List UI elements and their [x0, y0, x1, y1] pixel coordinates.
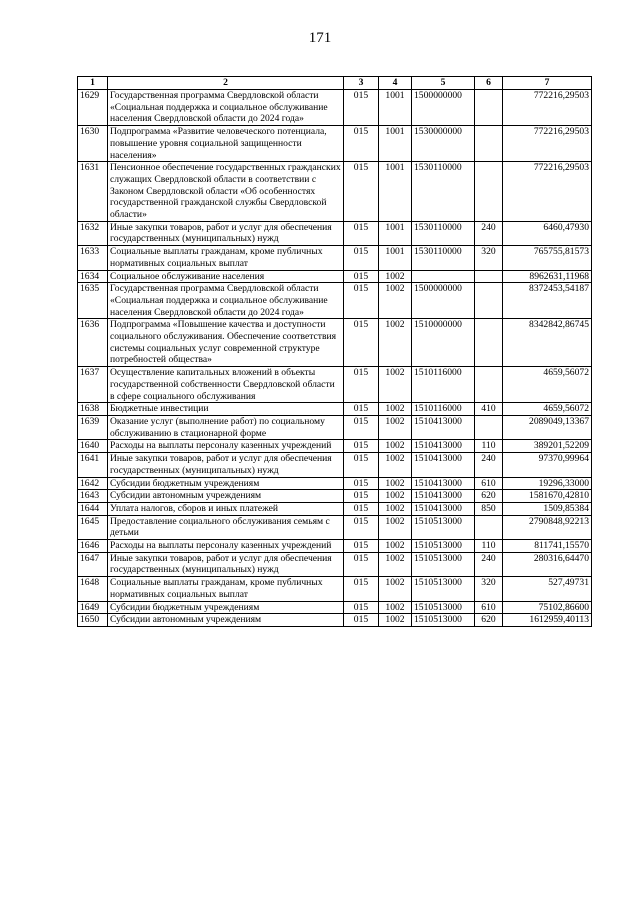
- header-col-2: 2: [108, 77, 344, 90]
- target-article-code-cell: 1510413000: [412, 415, 475, 439]
- expense-type-code-cell: 320: [475, 577, 503, 601]
- target-article-code-cell: 1510413000: [412, 502, 475, 515]
- section-code-cell: 1002: [379, 515, 412, 539]
- section-code-cell: 1002: [379, 283, 412, 319]
- item-name-cell: Социальное обслуживание населения: [108, 270, 344, 283]
- target-article-code-cell: 1510000000: [412, 319, 475, 367]
- section-code-cell: 1002: [379, 540, 412, 553]
- table-row: [78, 614, 592, 627]
- item-name-cell: Предоставление социального обслуживания семьям с детьми: [108, 515, 344, 539]
- table-row: [78, 367, 592, 403]
- section-code-cell: 1002: [379, 614, 412, 627]
- ministry-code-cell: 015: [344, 283, 379, 319]
- row-number-cell: 1638: [78, 403, 108, 416]
- ministry-code-cell: 015: [344, 367, 379, 403]
- item-name-cell: Расходы на выплаты персоналу казенных учреждений: [108, 540, 344, 553]
- target-article-code-cell: 1510413000: [412, 477, 475, 490]
- table-row: [78, 162, 592, 222]
- ministry-code-cell: 015: [344, 221, 379, 245]
- item-name-cell: Оказание услуг (выполнение работ) по социальному обслуживанию в стационарной форме: [108, 415, 344, 439]
- section-code-cell: 1001: [379, 162, 412, 222]
- section-code-cell: 1002: [379, 319, 412, 367]
- ministry-code-cell: 015: [344, 440, 379, 453]
- amount-cell: 811741,15570: [503, 540, 592, 553]
- section-code-cell: 1002: [379, 453, 412, 477]
- page-number: 171: [308, 30, 332, 46]
- expense-type-code-cell: [475, 90, 503, 126]
- header-col-6: 6: [475, 77, 503, 90]
- ministry-code-cell: 015: [344, 490, 379, 503]
- amount-cell: 1509,85384: [503, 502, 592, 515]
- item-name-cell: Расходы на выплаты персоналу казенных учреждений: [108, 440, 344, 453]
- table-row: [78, 270, 592, 283]
- amount-cell: 280316,64470: [503, 552, 592, 576]
- target-article-code-cell: 1530110000: [412, 162, 475, 222]
- target-article-code-cell: 1510413000: [412, 453, 475, 477]
- ministry-code-cell: 015: [344, 453, 379, 477]
- expense-type-code-cell: 410: [475, 403, 503, 416]
- section-code-cell: 1002: [379, 502, 412, 515]
- ministry-code-cell: 015: [344, 552, 379, 576]
- ministry-code-cell: 015: [344, 614, 379, 627]
- row-number-cell: 1642: [78, 477, 108, 490]
- item-name-cell: Уплата налогов, сборов и иных платежей: [108, 502, 344, 515]
- section-code-cell: 1002: [379, 403, 412, 416]
- row-number-cell: 1637: [78, 367, 108, 403]
- amount-cell: 8372453,54187: [503, 283, 592, 319]
- section-code-cell: 1001: [379, 90, 412, 126]
- target-article-code-cell: 1510513000: [412, 515, 475, 539]
- amount-cell: 8342842,86745: [503, 319, 592, 367]
- item-name-cell: Пенсионное обеспечение государственных гражданских служащих Свердловской области в соответствии с Законом Свердловской области «Об особенностях государственной гражданской службы Свердловской области»: [108, 162, 344, 222]
- amount-cell: 765755,81573: [503, 246, 592, 270]
- section-code-cell: 1002: [379, 367, 412, 403]
- expense-type-code-cell: 240: [475, 552, 503, 576]
- table-body: [78, 90, 592, 627]
- section-code-cell: 1002: [379, 577, 412, 601]
- table-row: [78, 246, 592, 270]
- amount-cell: 4659,56072: [503, 367, 592, 403]
- expense-type-code-cell: [475, 283, 503, 319]
- amount-cell: 8962631,11968: [503, 270, 592, 283]
- amount-cell: 6460,47930: [503, 221, 592, 245]
- expense-type-code-cell: 620: [475, 490, 503, 503]
- target-article-code-cell: 1500000000: [412, 90, 475, 126]
- ministry-code-cell: 015: [344, 403, 379, 416]
- section-code-cell: 1002: [379, 440, 412, 453]
- expense-type-code-cell: 610: [475, 601, 503, 614]
- item-name-cell: Субсидии бюджетным учреждениям: [108, 601, 344, 614]
- target-article-code-cell: 1530000000: [412, 126, 475, 162]
- row-number-cell: 1630: [78, 126, 108, 162]
- row-number-cell: 1629: [78, 90, 108, 126]
- row-number-cell: 1633: [78, 246, 108, 270]
- row-number-cell: 1649: [78, 601, 108, 614]
- row-number-cell: 1643: [78, 490, 108, 503]
- target-article-code-cell: 1510116000: [412, 367, 475, 403]
- target-article-code-cell: 1500000000: [412, 283, 475, 319]
- table-row: [78, 477, 592, 490]
- ministry-code-cell: 015: [344, 577, 379, 601]
- item-name-cell: Государственная программа Свердловской области «Социальная поддержка и социальное обслуживание населения Свердловской области до 2024 года»: [108, 90, 344, 126]
- table-row: [78, 283, 592, 319]
- expense-type-code-cell: 110: [475, 540, 503, 553]
- target-article-code-cell: [412, 270, 475, 283]
- row-number-cell: 1647: [78, 552, 108, 576]
- row-number-cell: 1632: [78, 221, 108, 245]
- ministry-code-cell: 015: [344, 415, 379, 439]
- ministry-code-cell: 015: [344, 126, 379, 162]
- amount-cell: 4659,56072: [503, 403, 592, 416]
- target-article-code-cell: 1510513000: [412, 540, 475, 553]
- expense-type-code-cell: 610: [475, 477, 503, 490]
- expense-type-code-cell: [475, 415, 503, 439]
- ministry-code-cell: 015: [344, 246, 379, 270]
- table-row: [78, 453, 592, 477]
- table-row: [78, 601, 592, 614]
- section-code-cell: 1001: [379, 221, 412, 245]
- table-row: [78, 126, 592, 162]
- amount-cell: 772216,29503: [503, 162, 592, 222]
- row-number-cell: 1636: [78, 319, 108, 367]
- header-col-5: 5: [412, 77, 475, 90]
- amount-cell: 2089049,13367: [503, 415, 592, 439]
- item-name-cell: Субсидии автономным учреждениям: [108, 614, 344, 627]
- item-name-cell: Социальные выплаты гражданам, кроме публичных нормативных социальных выплат: [108, 577, 344, 601]
- amount-cell: 1581670,42810: [503, 490, 592, 503]
- expense-type-code-cell: [475, 126, 503, 162]
- table-row: [78, 515, 592, 539]
- amount-cell: 1612959,40113: [503, 614, 592, 627]
- section-code-cell: 1002: [379, 552, 412, 576]
- amount-cell: 75102,86600: [503, 601, 592, 614]
- expense-type-code-cell: 240: [475, 453, 503, 477]
- expense-type-code-cell: [475, 270, 503, 283]
- table-row: [78, 440, 592, 453]
- row-number-cell: 1634: [78, 270, 108, 283]
- ministry-code-cell: 015: [344, 270, 379, 283]
- section-code-cell: 1002: [379, 490, 412, 503]
- item-name-cell: Бюджетные инвестиции: [108, 403, 344, 416]
- expense-type-code-cell: 850: [475, 502, 503, 515]
- table-row: [78, 540, 592, 553]
- expense-type-code-cell: [475, 515, 503, 539]
- table-header-row: [78, 77, 592, 90]
- table-row: [78, 319, 592, 367]
- amount-cell: 389201,52209: [503, 440, 592, 453]
- table-row: [78, 403, 592, 416]
- table-row: [78, 502, 592, 515]
- row-number-cell: 1646: [78, 540, 108, 553]
- amount-cell: 19296,33000: [503, 477, 592, 490]
- ministry-code-cell: 015: [344, 90, 379, 126]
- amount-cell: 2790848,92213: [503, 515, 592, 539]
- target-article-code-cell: 1510513000: [412, 577, 475, 601]
- item-name-cell: Подпрограмма «Повышение качества и доступности социального обслуживания. Обеспечение соответствия системы социальных услуг современной структуре потребностей общества»: [108, 319, 344, 367]
- row-number-cell: 1650: [78, 614, 108, 627]
- item-name-cell: Иные закупки товаров, работ и услуг для обеспечения государственных (муниципальных) нужд: [108, 221, 344, 245]
- table-row: [78, 221, 592, 245]
- item-name-cell: Осуществление капитальных вложений в объекты государственной собственности Свердловской области в сфере социального обслуживания: [108, 367, 344, 403]
- ministry-code-cell: 015: [344, 319, 379, 367]
- expense-type-code-cell: [475, 319, 503, 367]
- ministry-code-cell: 015: [344, 162, 379, 222]
- target-article-code-cell: 1510513000: [412, 552, 475, 576]
- table-row: [78, 552, 592, 576]
- header-col-3: 3: [344, 77, 379, 90]
- row-number-cell: 1641: [78, 453, 108, 477]
- item-name-cell: Субсидии бюджетным учреждениям: [108, 477, 344, 490]
- amount-cell: 97370,99964: [503, 453, 592, 477]
- budget-table: [77, 76, 592, 627]
- row-number-cell: 1640: [78, 440, 108, 453]
- row-number-cell: 1645: [78, 515, 108, 539]
- table-row: [78, 490, 592, 503]
- section-code-cell: 1002: [379, 477, 412, 490]
- section-code-cell: 1002: [379, 415, 412, 439]
- expense-type-code-cell: 110: [475, 440, 503, 453]
- ministry-code-cell: 015: [344, 477, 379, 490]
- header-col-1: 1: [78, 77, 108, 90]
- row-number-cell: 1644: [78, 502, 108, 515]
- expense-type-code-cell: 240: [475, 221, 503, 245]
- table-row: [78, 415, 592, 439]
- row-number-cell: 1639: [78, 415, 108, 439]
- table-row: [78, 577, 592, 601]
- item-name-cell: Подпрограмма «Развитие человеческого потенциала, повышение уровня социальной защищенности населения»: [108, 126, 344, 162]
- row-number-cell: 1648: [78, 577, 108, 601]
- amount-cell: 772216,29503: [503, 126, 592, 162]
- section-code-cell: 1001: [379, 246, 412, 270]
- target-article-code-cell: 1530110000: [412, 246, 475, 270]
- row-number-cell: 1635: [78, 283, 108, 319]
- amount-cell: 772216,29503: [503, 90, 592, 126]
- ministry-code-cell: 015: [344, 601, 379, 614]
- item-name-cell: Иные закупки товаров, работ и услуг для обеспечения государственных (муниципальных) нужд: [108, 453, 344, 477]
- amount-cell: 527,49731: [503, 577, 592, 601]
- item-name-cell: Иные закупки товаров, работ и услуг для обеспечения государственных (муниципальных) нужд: [108, 552, 344, 576]
- target-article-code-cell: 1530110000: [412, 221, 475, 245]
- target-article-code-cell: 1510513000: [412, 601, 475, 614]
- ministry-code-cell: 015: [344, 515, 379, 539]
- target-article-code-cell: 1510413000: [412, 440, 475, 453]
- section-code-cell: 1001: [379, 126, 412, 162]
- expense-type-code-cell: 320: [475, 246, 503, 270]
- section-code-cell: 1002: [379, 270, 412, 283]
- header-col-4: 4: [379, 77, 412, 90]
- expense-type-code-cell: [475, 162, 503, 222]
- expense-type-code-cell: [475, 367, 503, 403]
- item-name-cell: Субсидии автономным учреждениям: [108, 490, 344, 503]
- item-name-cell: Государственная программа Свердловской области «Социальная поддержка и социальное обслуживание населения Свердловской области до 2024 года»: [108, 283, 344, 319]
- header-col-7: 7: [503, 77, 592, 90]
- row-number-cell: 1631: [78, 162, 108, 222]
- expense-type-code-cell: 620: [475, 614, 503, 627]
- ministry-code-cell: 015: [344, 540, 379, 553]
- ministry-code-cell: 015: [344, 502, 379, 515]
- item-name-cell: Социальные выплаты гражданам, кроме публичных нормативных социальных выплат: [108, 246, 344, 270]
- table-row: [78, 90, 592, 126]
- section-code-cell: 1002: [379, 601, 412, 614]
- target-article-code-cell: 1510116000: [412, 403, 475, 416]
- target-article-code-cell: 1510513000: [412, 614, 475, 627]
- target-article-code-cell: 1510413000: [412, 490, 475, 503]
